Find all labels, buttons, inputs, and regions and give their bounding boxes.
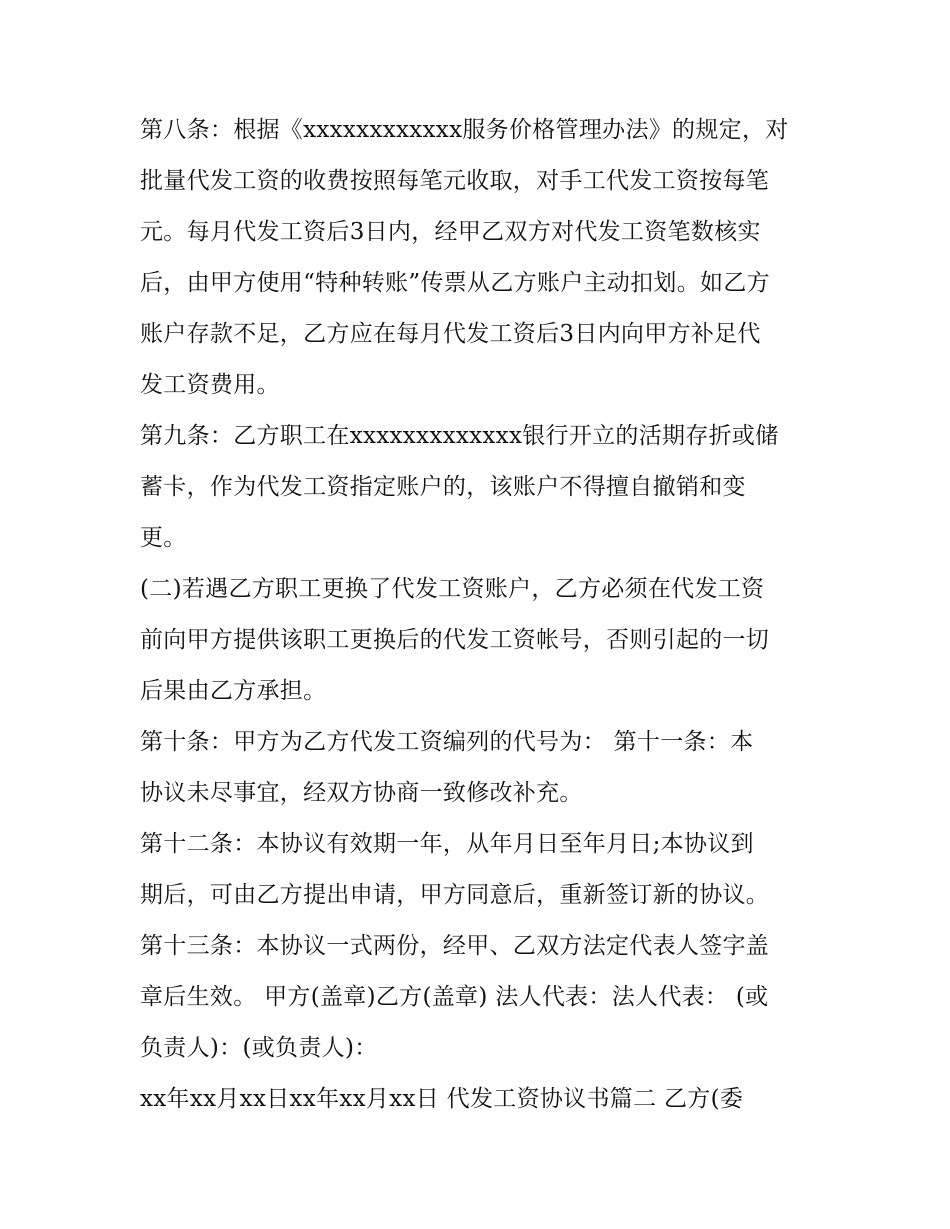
text-line: 蓄卡，作为代发工资指定账户的，该账户不得擅自撤销和变 [140, 474, 746, 500]
text-line: 章后生效。 甲方(盖章)乙方(盖章) 法人代表：法人代表： (或 [140, 984, 769, 1010]
text-line: 账户存款不足，乙方应在每月代发工资后3日内向甲方补足代 [140, 321, 761, 347]
text-line: 第九条：乙方职工在xxxxxxxxxxxxx银行开立的活期存折或储 [140, 423, 779, 449]
text-line: 第十条：甲方为乙方代发工资编列的代号为： 第十一条：本 [140, 729, 754, 755]
text-line: 后，由甲方使用“特种转账”传票从乙方账户主动扣划。如乙方 [140, 270, 770, 296]
text-line: 前向甲方提供该职工更换后的代发工资帐号，否则引起的一切 [140, 627, 770, 653]
text-line: 协议未尽事宜，经双方协商一致修改补充。 [140, 780, 583, 806]
text-line: xx年xx月xx日xx年xx月xx日 代发工资协议书篇二 乙方(委 [140, 1086, 744, 1112]
text-line: 批量代发工资的收费按照每笔元收取，对手工代发工资按每笔 [140, 168, 770, 194]
text-line: 第十三条：本协议一式两份，经甲、乙双方法定代表人签字盖 [140, 933, 770, 959]
text-line: 更。 [140, 525, 187, 551]
text-line: 第八条：根据《xxxxxxxxxxxx服务价格管理办法》的规定，对 [140, 117, 789, 143]
text-line: 发工资费用。 [140, 372, 280, 398]
text-line: (二)若遇乙方职工更换了代发工资账户，乙方必须在代发工资 [140, 576, 765, 602]
text-line: 后果由乙方承担。 [140, 678, 327, 704]
text-line: 期后，可由乙方提出申请，甲方同意后，重新签订新的协议。 [140, 882, 770, 908]
text-line: 第十二条：本协议有效期一年，从年月日至年月日;本协议到 [140, 831, 754, 857]
text-line: 负责人)：(或负责人)： [140, 1035, 378, 1061]
text-line: 元。每月代发工资后3日内，经甲乙双方对代发工资笔数核实 [140, 219, 761, 245]
